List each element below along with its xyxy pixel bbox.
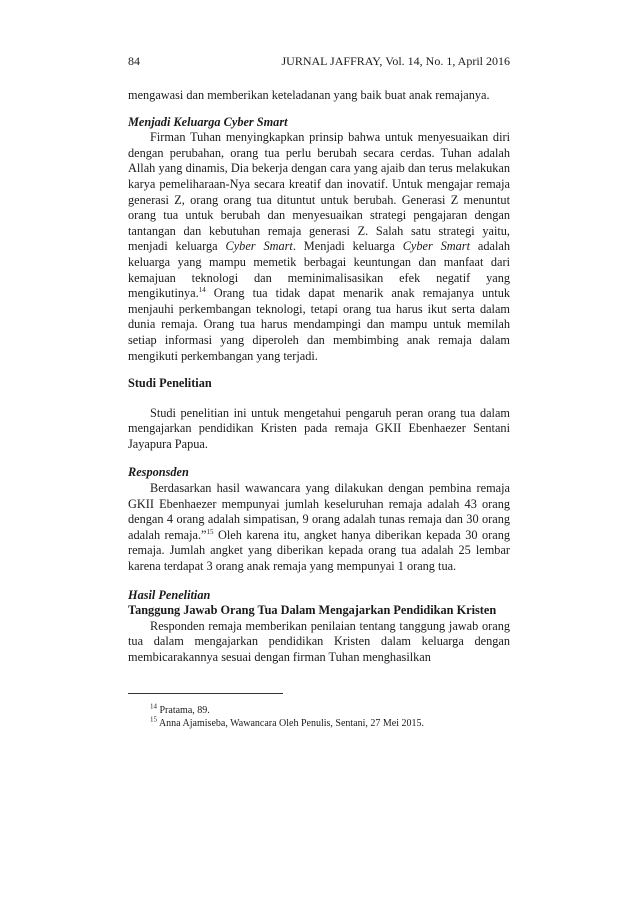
subsection-heading: Tanggung Jawab Orang Tua Dalam Mengajarkan Pendidikan Kristen (128, 603, 497, 618)
text-run: adalah keluarga yang mampu memetik berbagai keuntungan dan manfaat dari kemajuan teknologi dan meminimalisasikan efek negatif yang mengikutinya. (128, 239, 510, 301)
text-run: Oleh karena itu, angket hanya diberikan kepada 30 orang remaja. Jumlah angket yang diberikan kepada orang tua adalah 25 lembar karena terdapat 3 orang anak remaja yang mempunyai 1 orang tua. (128, 527, 510, 574)
text-run: . Menjadi keluarga (292, 239, 403, 254)
footnote-number: 14 (150, 702, 157, 711)
paragraph-studi: Studi penelitian ini untuk mengetahui pengaruh peran orang tua dalam mengajarkan pendidikan Kristen pada remaja GKII Ebenhaezer Sentani Jayapura Papua. (128, 405, 510, 451)
body-text (128, 88, 510, 666)
text-run: Orang tua tidak dapat menarik anak remajanya untuk menjauhi perkembangan teknologi, tetapi orang tua harus ikut serta dalam dunia remaja. Orang tua harus mendampingi dan mampu untuk memilah setiap informasi yang diperoleh dan membimbing anak remaja dalam mengikuti perkembangan yang terjadi. (128, 286, 510, 363)
footnote-text: Anna Ajamiseba, Wawancara Oleh Penulis, Sentani, 27 Mei 2015. (157, 718, 425, 729)
text-run: Firman Tuhan menyingkapkan prinsip bahwa untuk menyesuaikan diri dengan perubahan, orang tua perlu berubah secara cerdas. Tuhan adalah Allah yang dinamis, Dia bekerja dengan cara yang ajaib dan terus melakukan karya pemeliharaan-Nya secara kreatif dan inovatif. Untuk mengajar remaja generasi Z, orang orang tua dituntut untuk berubah. Generasi Z menuntut orang tua untuk berubah dan menyesuaikan strategi pengajaran dengan tantangan dan kebutuhan remaja generasi Z. Salah satu strategi yaitu, menjadi keluarga (128, 130, 510, 254)
footnote-ref: 14 (198, 286, 206, 295)
paragraph-cyber-smart (128, 130, 510, 364)
section-heading-hasil: Hasil Penelitian (128, 587, 211, 602)
section-heading-studi: Studi Penelitian (128, 376, 212, 391)
footnote-15 (150, 717, 424, 730)
italic-term: Cyber Smart (225, 239, 293, 254)
footnote-number: 15 (150, 715, 157, 724)
paragraph-responsden (128, 481, 510, 575)
italic-term: Cyber Smart (402, 239, 471, 254)
paragraph-hasil: Responden remaja memberikan penilaian tentang tanggung jawab orang tua dalam mengajarkan pendidikan Kristen dalam keluarga dengan membicarakannya sesuai dengan firman Tuhan menghasilkan (128, 618, 510, 664)
footnote-divider (128, 693, 283, 694)
paragraph: mengawasi dan memberikan keteladanan yang baik buat anak remajanya. (128, 88, 490, 102)
footnote-ref: 15 (206, 527, 214, 536)
footnote-14 (150, 704, 210, 717)
section-heading-cyber-smart: Menjadi Keluarga Cyber Smart (128, 114, 288, 129)
section-heading-responsden: Responsden (128, 465, 189, 480)
text-run: Berdasarkan hasil wawancara yang dilakukan dengan pembina remaja GKII Ebenhaezer mempunyai jumlah keseluruhan remaja adalah 43 orang dengan 4 orang adalah simpatisan, 9 orang adalah tunas remaja dan 30 orang adalah remaja.” (128, 481, 510, 542)
page-number: 84 (128, 54, 140, 68)
footnote-text: Pratama, 89. (157, 705, 210, 716)
running-header: JURNAL JAFFRAY, Vol. 14, No. 1, April 2016 (281, 54, 510, 68)
